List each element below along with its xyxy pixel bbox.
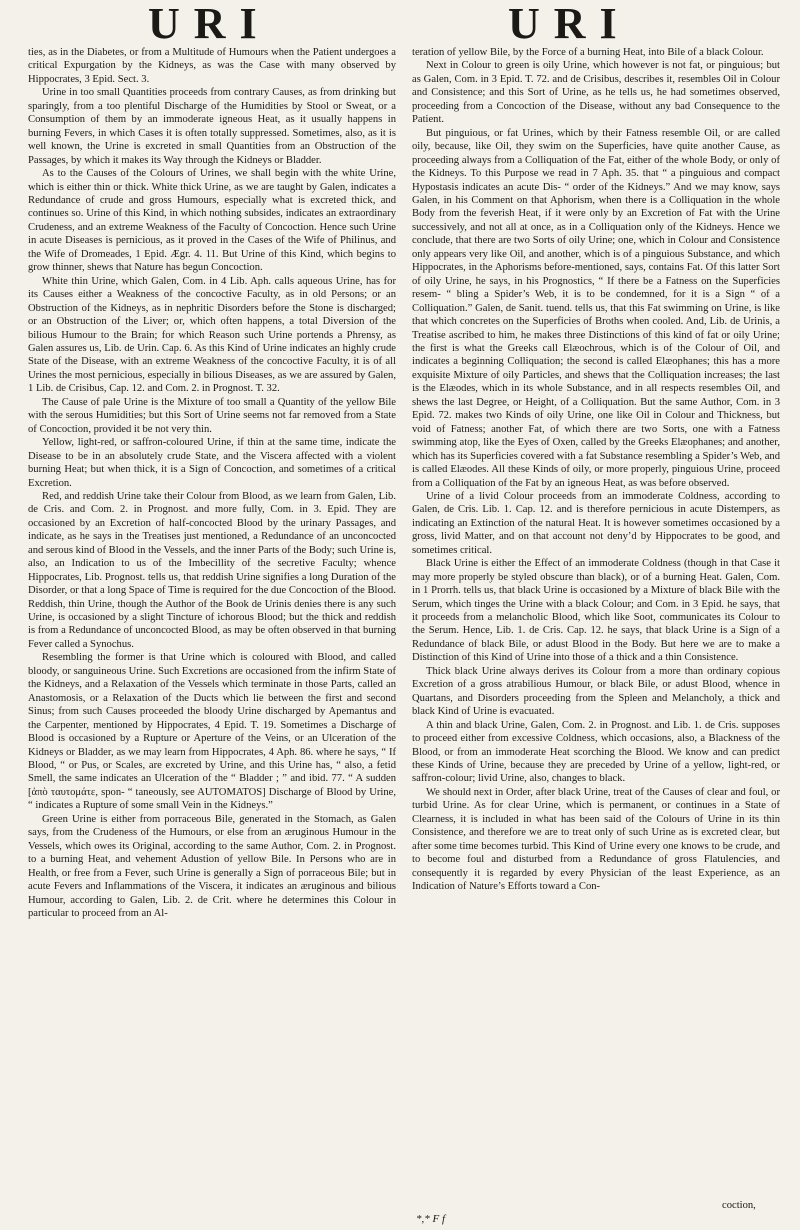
paragraph: Black Urine is either the Effect of an immoderate Coldness (though in that Case it may more properly be styled obscure than black), or of a burning Heat. Galen, Com. in 1 Prorrh. tells us, that black Urine is occasioned by a Mixture of black Bile with the Serum, which tinges the Urine with a black Colour; and Com. in 3 Epid. he says, that it proceeds from a melancholic Blood, which like Soot, communicates its Colour to the Serum. Hence, Lib. 1. de Cris. Cap. 12. he says, that black Urine is a Sign of a Redundance of black Bile, or adust Blood in the Body. But here we are to make a Distinction of this Kind of Urine into those of a thick and a thin Consistence.: [412, 558, 780, 664]
right-column: [412, 46, 780, 894]
paragraph: We should next in Order, after black Urine, treat of the Causes of clear and foul, or turbid Urine. As for clear Urine, which is permanent, or continues in a State of Clearness, it is included in what has been said of the Colours of Urine in its thin Consistence, and therefore we are to treat only of such Urine as is excreted clear, but after some time becomes turbid. This Kind of Urine every one knows to be crude, and to become foul and disturbed from a Redundance of gross Flatulencies, and consequently it is regarded by every Physician of the least Experience, as an Indication of Nature’s Efforts toward a Con-: [412, 786, 780, 893]
paragraph: Urine of a livid Colour proceeds from an immoderate Coldness, according to Galen, de Cris. Lib. 1. Cap. 12. and is therefore pernicious in acute Distempers, as indicating an Extinction of the natural Heat. It is however sometimes occasioned by a gross, livid Matter, and on that account not deny’d by Hippocrates to be good, and sometimes critical.: [412, 490, 780, 556]
paragraph: ties, as in the Diabetes, or from a Multitude of Humours when the Patient undergoes a critical Expurgation by the Kidneys, as was the Case with many observed by Hippocrates, 3 Epid. Sect. 3.: [28, 47, 396, 85]
paragraph: But pinguious, or fat Urines, which by their Fatness resemble Oil, or are called oily, because, like Oil, they swim on the Superficies, have quite another Cause, as proceeding always from a Colliquation of the Fat, either of the whole Body, or only of the Kidneys. To this Purpose we read in 7 Aph. 35. that “ a pinguious and compact Hypostasis indicates an acute Dis- “ order of the Kidneys.” And we may know, says Galen, in his Comment on that Aphorism, when there is a Colliquation in the whole Body from the feverish Heat, if it were only by an Excretion of Fat with the Urine successively, and not all at once, as in a Colliquation only of the Kidneys. Hence we conclude, that there are two Sorts of oily Urine; one, which in Colour and Consistence only appears very like Oil, and another, which is of a pinguious Substance, and which Hippocrates, in the Aphorisms before-mentioned, says, contains Fat. Of this latter Sort of oily Urine, he says, in his Prognostics, “ If there be a Fatness on the Superficies resem- “ bling a Spider’s Web, it is to be condemned, for it is a Sign “ of a Colliquation.” Galen, de Sanit. tuend. tells us, that this Fat swimming on Urine, is like that which concretes on the Superficies of Broths when cooled. And, Lib. de Urinis, a Treatise ascribed to him, he makes three Distinctions of this kind of fat or oily Urine; the first is what the Greeks call Elæochrous, which is of the Colour of Oil, and indicates a beginning Colliquation; the second is called Elæophanes; this has a more exquisite Mixture of oily Particles, and shews that the Colliquation increases; the last is the Elæodes, which in its whole Substance, and in all respects resembles Oil, and shews the last Degree, or Height, of a Colliquation. But the same Author, Com. in 3 Epid. 72. makes two Kinds of oily Urine, one like Oil in Colour and Thickness, but void of Fatness; another Fat, of which there are two Sorts, one with a Fatness swimming atop, like the Eyes of Oxen, called by the Greeks Elæophanes; and another, which has its Superficies covered with a fat Substance resembling a Spider’s Web, and is called Elæodes. All these Kinds of oily, or more properly, pinguious Urine, proceed from a Colliquation of the Fat by an igneous Heat, as was before observed.: [412, 127, 780, 489]
signature-mark: *,* F f: [416, 1213, 446, 1225]
paragraph: Green Urine is either from porraceous Bile, generated in the Stomach, as Galen says, from the Crudeness of the Humours, or else from an æruginous Humour in the Vessels, which owes its Original, according to the same Author, Com. 2. in Prognost. to a burning Heat, and vehement Adustion of yellow Bile. In Persons who are in Health, or free from a Fever, such Urine is generally a Sign of porraceous Bile; but in acute Fevers and Inflammations of the Viscera, it indicates an æruginous and bilious Humour, according to Galen, Lib. 2. de Crit. where he determines this Colour in particular to proceed from an Al-: [28, 813, 396, 919]
paragraph: The Cause of pale Urine is the Mixture of too small a Quantity of the yellow Bile with the serous Humidities; but this Sort of Urine seems not far removed from a State of Concoction, provided it be not very thin.: [28, 396, 396, 435]
paragraph: A thin and black Urine, Galen, Com. 2. in Prognost. and Lib. 1. de Cris. supposes to proceed either from excessive Coldness, which occasions, also, a Blackness of the Blood, or from an immoderate Heat scorching the Blood. We know and can predict these Kinds of Urine, because they are preceded by Urine of a yellow, light-red, or saffron-colour; livid Urine, also, changes to black.: [412, 719, 780, 785]
paragraph: White thin Urine, which Galen, Com. in 4 Lib. Aph. calls aqueous Urine, has for its Causes either a Weakness of the concoctive Faculty, as in old Persons; or an Obstruction of the Kidneys, as in nephritic Disorders before the Stone is discharged; or an Obstruction of the Liver; or, which often happens, a total Diversion of the bilious Humour to the Brain; for which Reason such Urine portends a Phrensy, as Galen assures us, Lib. de Urin. Cap. 6. As this Kind of Urine indicates an highly crude State of the Disease, with an extreme Weakness of the concoctive Faculty, it is of all Urines the most pernicious, especially in bilious Diseases, as we are assured by Galen, 1 Lib. de Crisibus, Cap. 12. and Com. 2. in Prognost. T. 32.: [28, 275, 396, 395]
paragraph: Red, and reddish Urine take their Colour from Blood, as we learn from Galen, Lib. de Cris. and Com. 2. in Prognost. and more fully, Com. in 3. Epid. They are occasioned by an Excretion of half-concocted Blood by the urinary Passages, and indicate, as he says in the Treatises just mentioned, a Redundance of an unconcocted and serous kind of Blood in the Vessels, and the inner Parts of the Body; such Urine is, also, an Indication to us of the Imbecillity of the secretive Faculty; whence Hippocrates, Lib. Prognost. tells us, that reddish Urine signifies a long Duration of the Disorder, or that a long Space of Time is required for the due Concoction of the Blood. Reddish, thin Urine, though the Author of the Book de Urinis denies there is any such Urine, is occasioned by a slight Tincture of ichorous Blood; but the thick and reddish is from a Redundance of unconcocted Blood, as may be often observed in that burning Fever called a Synochus.: [28, 490, 396, 650]
catchword: coction,: [722, 1200, 756, 1211]
running-head-right: URI: [508, 0, 631, 48]
paragraph: As to the Causes of the Colours of Urines, we shall begin with the white Urine, which is either thin or thick. White thick Urine, as we are taught by Galen, indicates a Redundance of crude and gross Humours, especially what is excreted thick, and continues so. Urine of this Kind, in which nothing subsides, indicates an extraordinary Crudeness, and an extreme Weakness of the Faculty of Concoction. Hence such Urine in acute Diseases is pernicious, as it proved in the Cases of the Wife of Philinus, and the Wife of Dromeades, 1 Epid. Ægr. 4. 11. But Urine of this Kind, which begins to grow thinner, shews that Nature has begun Concoction.: [28, 168, 396, 274]
running-head-left: URI: [148, 0, 271, 48]
paragraph: teration of yellow Bile, by the Force of a burning Heat, into Bile of a black Colour.: [412, 47, 764, 58]
paragraph: Resembling the former is that Urine which is coloured with Blood, and called bloody, or sanguineous Urine. Such Excretions are occasioned from the infirm State of the Kidneys, and a Relaxation of the Vessels which terminate in those Parts, called an Anastomosis, or a Relaxation of the Ducts which lie between the first and second Sinus; from such Causes proceeded the bloody Urine discharged by Apemantus and the Carpenter, mentioned by Hippocrates, 4 Epid. T. 19. Sometimes a Discharge of Blood is occasioned by a Rupture or Aperture of the Veins, or an Ulceration of the Kidneys or Bladder, as we may learn from Hippocrates, 4 Aph. 86. where he says, “ If Blood, “ or Pus, or Scales, are excreted by Urine, and this Urine has, “ also, a fetid Smell, the same indicates an Ulceration of the “ Bladder ; ” and ibid. 77. “ A sudden [ἀπὸ ταυτομάτε, spon- “ taneously, see AUTOMATOS] Discharge of Blood by Urine, “ indicates a Rupture of some small Vein in the Kidneys.”: [28, 652, 396, 812]
paragraph: Urine in too small Quantities proceeds from contrary Causes, as from drinking but sparingly, from a too plentiful Discharge of the Humidities by Stool or Sweat, or a Consumption of them by an immoderate igneous Heat, as it usually happens in burning Fevers, in which Cases it is often totally suppressed. Sometimes, also, as it is well known, the Urine is excreted in small Quantities from an Obstruction of the Passages, by which it makes its Way through the Kidneys or Bladder.: [28, 87, 396, 166]
paragraph: Next in Colour to green is oily Urine, which however is not fat, or pinguious; but as Galen, Com. in 3 Epid. T. 72. and de Crisibus, describes it, resembles Oil in Colour and Consistence; and this Sort of Urine, as he tells us, he had sometimes observed, proceeding from a Concoction of the Disease, without any bad Consequence to the Patient.: [412, 60, 780, 126]
left-column: [28, 46, 396, 920]
paragraph: Yellow, light-red, or saffron-coloured Urine, if thin at the same time, indicate the Disease to be in an absolutely crude State, and the Viscera affected with a violent burning Heat; but when thick, it is a Sign of Concoction, and sometimes of a critical Excretion.: [28, 437, 396, 489]
paragraph: Thick black Urine always derives its Colour from a more than ordinary copious Excretion of a gross atrabilious Humour, or black Bile, or adust Blood, whence in Quartans, and Disorders proceeding from the Spleen and Melancholy, a thick and black Kind of Urine is evacuated.: [412, 665, 780, 718]
